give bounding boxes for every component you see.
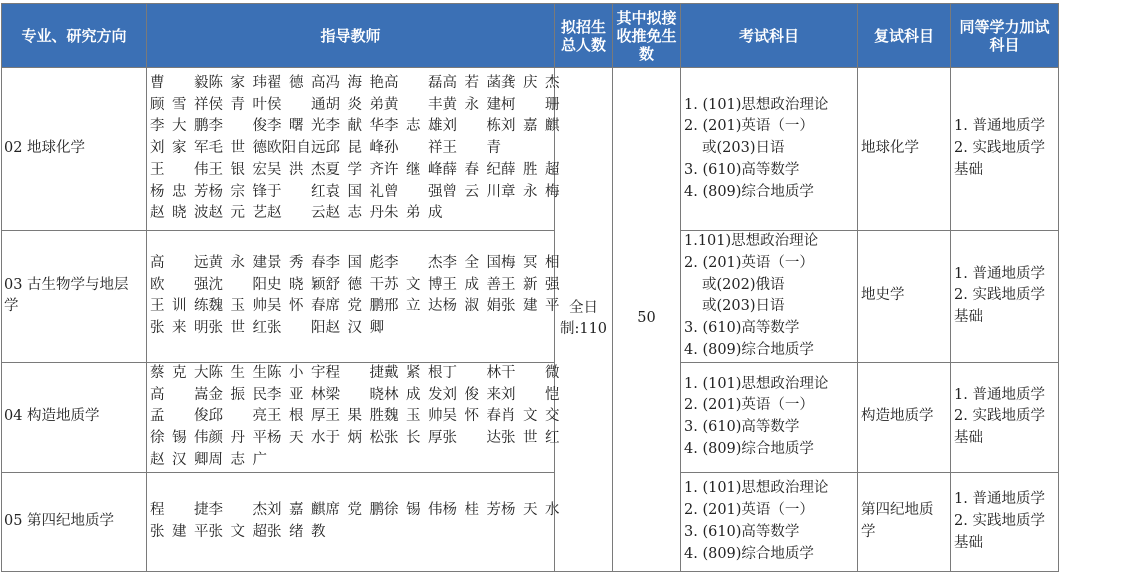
teacher-name: 王 青: [442, 140, 501, 157]
exam-cell: [681, 362, 858, 472]
teacher-name: 颜丹平: [208, 430, 267, 447]
teacher-line: [150, 363, 560, 385]
teacher-name: 李 俊: [208, 118, 267, 135]
teacher-name: 赵志丹: [325, 205, 384, 222]
exam-subject: 1. (101)思想政治理论: [684, 96, 829, 113]
exam-subject: 4. (809)综合地质学: [684, 341, 814, 358]
major-cell: 05 第四纪地质学: [2, 472, 147, 571]
teacher-name: 邱 亮: [208, 408, 267, 425]
teacher-name: 翟德高: [267, 74, 326, 91]
teacher-name: 梅冥相: [501, 254, 560, 271]
teacher-name: 李全国: [442, 254, 501, 271]
teacher-name: 景秀春: [267, 254, 326, 271]
teacher-name: 程 捷: [150, 501, 209, 518]
teacher-name: 李 杰: [208, 501, 267, 518]
table-row: [2, 362, 1059, 472]
teacher-name: 周志广: [208, 451, 267, 468]
teacher-name: 邱昆峰: [325, 140, 384, 157]
teacher-name: 肖文交: [501, 408, 560, 425]
additional-subject: 基础: [954, 309, 983, 326]
teacher-name: 张建平: [501, 298, 560, 315]
retest-cell: 构造地质学: [858, 362, 951, 472]
teacher-name: 王成善: [442, 276, 501, 293]
teacher-name: 杨宗锋: [208, 183, 267, 200]
teacher-name: 赵汉卿: [325, 320, 384, 337]
exam-subject: 或(202)俄语: [702, 276, 785, 293]
teacher-name: 王训练: [150, 298, 209, 315]
admissions-table: [1, 3, 1059, 572]
teacher-name: 沈 阳: [208, 276, 267, 293]
additional-subject: 2. 实践地质学: [954, 512, 1045, 529]
teacher-name: 张来明: [150, 320, 209, 337]
teacher-name: 刘 恺: [501, 386, 560, 403]
teacher-name: 顾雪祥: [150, 96, 209, 113]
teacher-line: [150, 450, 552, 472]
teacher-name: 曹 毅: [150, 74, 209, 91]
teacher-name: 王根厚: [267, 408, 326, 425]
teachers-cell: [147, 362, 560, 472]
teacher-line: [150, 500, 560, 522]
teacher-name: 杨忠芳: [150, 183, 209, 200]
teacher-name: 侯青叶: [208, 96, 267, 113]
teacher-name: 龚庆杰: [501, 74, 560, 91]
teacher-line: [150, 73, 560, 95]
exam-cell: [681, 472, 858, 571]
teacher-name: 冯海艳: [325, 74, 384, 91]
teacher-name: 张长厚: [384, 430, 443, 447]
teacher-name: 刘俊来: [442, 386, 501, 403]
teacher-name: 赵汉卿: [150, 451, 209, 468]
teacher-name: 高 嵩: [150, 386, 209, 403]
teacher-line: [150, 95, 560, 117]
additional-cell: [951, 362, 1059, 472]
teacher-name: 舒德干: [325, 276, 384, 293]
teacher-name: 李 杰: [384, 254, 443, 271]
teacher-name: 曾云川: [442, 183, 501, 200]
retest-cell: 地球化学: [858, 68, 951, 231]
header-major: 专业、研究方向: [2, 4, 147, 68]
teacher-name: 刘嘉麒: [267, 501, 326, 518]
teacher-name: 侯 通: [267, 96, 326, 113]
teacher-name: 席党鹏: [325, 298, 384, 315]
teacher-name: 杨天水: [501, 501, 560, 518]
teacher-name: 邢立达: [384, 298, 443, 315]
teacher-name: 高若菡: [442, 74, 501, 91]
teacher-name: 王银宏: [208, 161, 267, 178]
additional-subject: 1. 普通地质学: [954, 265, 1045, 282]
teacher-name: 柯 珊: [501, 96, 560, 113]
exam-subject: 4. (809)综合地质学: [684, 441, 814, 458]
major-cell: 04 构造地质学: [2, 362, 147, 472]
teacher-name: 于炳松: [325, 430, 384, 447]
teacher-name: 蔡克大: [150, 364, 209, 381]
teacher-name: 李献华: [325, 118, 384, 135]
teacher-name: 陈小宇: [267, 364, 326, 381]
teacher-name: 夏学齐: [325, 161, 384, 178]
teacher-name: 胡炎弟: [325, 96, 384, 113]
additional-cell: [951, 472, 1059, 571]
additional-subject: 1. 普通地质学: [954, 118, 1045, 135]
teacher-name: 史晓颖: [267, 276, 326, 293]
header-row: [2, 4, 1059, 68]
teacher-name: 张世红: [208, 320, 267, 337]
teacher-name: 丁 林: [442, 364, 501, 381]
teacher-name: 毛世德: [208, 140, 267, 157]
table-row: [2, 472, 1059, 571]
teacher-name: 章永梅: [501, 183, 560, 200]
teacher-name: 孟 俊: [150, 408, 209, 425]
exam-subject: 或(203)日语: [702, 140, 785, 157]
additional-subject: 2. 实践地质学: [954, 140, 1045, 157]
teacher-line: [150, 275, 560, 297]
exam-subject: 3. (610)高等数学: [684, 161, 800, 178]
exam-subject: 或(203)日语: [702, 298, 785, 315]
additional-subject: 基础: [954, 534, 983, 551]
teacher-line: [150, 203, 552, 225]
table-row: [2, 231, 1059, 363]
teacher-name: 金振民: [208, 386, 267, 403]
exam-subject: 2. (201)英语（一）: [684, 254, 814, 271]
teacher-name: 林成发: [384, 386, 443, 403]
teacher-name: 刘嘉麒: [501, 118, 560, 135]
exam-subject: 1. (101)思想政治理论: [684, 480, 829, 497]
header-retest: 复试科目: [858, 4, 951, 68]
teacher-name: 李国彪: [325, 254, 384, 271]
teacher-name: 黄永建: [442, 96, 501, 113]
teacher-name: 袁国礼: [325, 183, 384, 200]
teacher-name: 王 伟: [150, 161, 209, 178]
teacher-name: 干 微: [501, 364, 560, 381]
retest-cell: 地史学: [858, 231, 951, 363]
teacher-line: [150, 160, 560, 182]
teacher-name: 许继峰: [384, 161, 443, 178]
teacher-name: 高 磊: [384, 74, 443, 91]
header-teachers: 指导教师: [147, 4, 555, 68]
teacher-name: 李大鹏: [150, 118, 209, 135]
exam-subject: 3. (610)高等数学: [684, 419, 800, 436]
exam-subject: 3. (610)高等数学: [684, 523, 800, 540]
teacher-line: [150, 182, 560, 204]
teacher-line: [150, 522, 552, 544]
teacher-name: 程 捷: [325, 364, 384, 381]
teacher-name: 戴紧根: [384, 364, 443, 381]
additional-subject: 2. 实践地质学: [954, 287, 1045, 304]
teacher-name: 孙 祥: [384, 140, 443, 157]
teacher-line: [150, 296, 560, 318]
teacher-name: 黄永建: [208, 254, 267, 271]
teacher-name: 王果胜: [325, 408, 384, 425]
teacher-name: 高 远: [150, 254, 209, 271]
exempt-count-cell: 50: [613, 68, 681, 572]
teacher-name: 张 阳: [267, 320, 326, 337]
exam-cell: [681, 68, 858, 231]
major-cell: 03 古生物学与地层学: [2, 231, 147, 363]
teacher-name: 张建平: [150, 523, 209, 540]
teacher-name: 曾 强: [384, 183, 443, 200]
teacher-line: [150, 406, 560, 428]
teacher-line: [150, 318, 552, 340]
teacher-name: 陈生生: [208, 364, 267, 381]
header-total: 拟招生总人数: [555, 4, 613, 68]
exam-subject: 1.101)思想政治理论: [684, 233, 819, 249]
teacher-name: 张 达: [442, 430, 501, 447]
teacher-name: 李亚林: [267, 386, 326, 403]
header-exempt: 其中拟接收推免生数: [613, 4, 681, 68]
exam-subject: 2. (201)英语（一）: [684, 501, 814, 518]
teacher-name: 徐锡伟: [150, 430, 209, 447]
additional-cell: [951, 68, 1059, 231]
exam-subject: 2. (201)英语（一）: [684, 118, 814, 135]
teacher-name: 欧阳自远: [267, 140, 326, 157]
teacher-name: 刘家军: [150, 140, 209, 157]
total-enroll-cell: 全日制:110: [555, 68, 613, 572]
teacher-name: 杨淑娟: [442, 298, 501, 315]
exam-subject: 2. (201)英语（一）: [684, 397, 814, 414]
teachers-cell: [147, 231, 560, 363]
teacher-line: [150, 116, 560, 138]
exam-cell: [681, 231, 858, 363]
teacher-line: [150, 138, 552, 160]
additional-subject: 基础: [954, 430, 983, 447]
teacher-name: 苏文博: [384, 276, 443, 293]
teacher-name: 席党鹏: [325, 501, 384, 518]
teacher-name: 薛春纪: [442, 161, 501, 178]
teacher-name: 于 红: [267, 183, 326, 200]
additional-subject: 基础: [954, 161, 983, 178]
teacher-name: 赵晓波: [150, 205, 209, 222]
teacher-name: 魏玉帅: [384, 408, 443, 425]
header-additional: 同等学力加试科目: [951, 4, 1059, 68]
teacher-name: 徐锡伟: [384, 501, 443, 518]
teacher-line: [150, 385, 560, 407]
additional-subject: 1. 普通地质学: [954, 491, 1045, 508]
exam-subject: 4. (809)综合地质学: [684, 545, 814, 562]
teacher-name: 吴怀春: [267, 298, 326, 315]
additional-subject: 1. 普通地质学: [954, 386, 1045, 403]
teachers-cell: [147, 472, 560, 571]
teacher-name: 张绪教: [267, 523, 326, 540]
teacher-name: 张文超: [208, 523, 267, 540]
teacher-name: 赵 云: [267, 205, 326, 222]
teachers-cell: [147, 68, 560, 231]
exam-subject: 3. (610)高等数学: [684, 320, 800, 337]
teacher-name: 刘 栋: [442, 118, 501, 135]
teacher-name: 吴洪杰: [267, 161, 326, 178]
teacher-name: 王新强: [501, 276, 560, 293]
teacher-name: 朱弟成: [384, 205, 443, 222]
exam-subject: 4. (809)综合地质学: [684, 183, 814, 200]
teacher-name: 薛胜超: [501, 161, 560, 178]
teacher-name: 魏玉帅: [208, 298, 267, 315]
teacher-name: 杨天水: [267, 430, 326, 447]
major-cell: 02 地球化学: [2, 68, 147, 231]
exam-subject: 1. (101)思想政治理论: [684, 375, 829, 392]
teacher-name: 杨桂芳: [442, 501, 501, 518]
teacher-name: 张世红: [501, 430, 560, 447]
teacher-name: 吴怀春: [442, 408, 501, 425]
teacher-name: 欧 强: [150, 276, 209, 293]
header-exam: 考试科目: [681, 4, 858, 68]
teacher-name: 李志雄: [384, 118, 443, 135]
table-row: [2, 68, 1059, 231]
additional-cell: [951, 231, 1059, 363]
additional-subject: 2. 实践地质学: [954, 408, 1045, 425]
teacher-name: 梁 晓: [325, 386, 384, 403]
teacher-name: 陈家玮: [208, 74, 267, 91]
teacher-name: 黄 丰: [384, 96, 443, 113]
teacher-name: 赵元艺: [208, 205, 267, 222]
teacher-line: [150, 253, 560, 275]
teacher-line: [150, 428, 560, 450]
teacher-name: 李曙光: [267, 118, 326, 135]
retest-cell: 第四纪地质学: [858, 472, 951, 571]
